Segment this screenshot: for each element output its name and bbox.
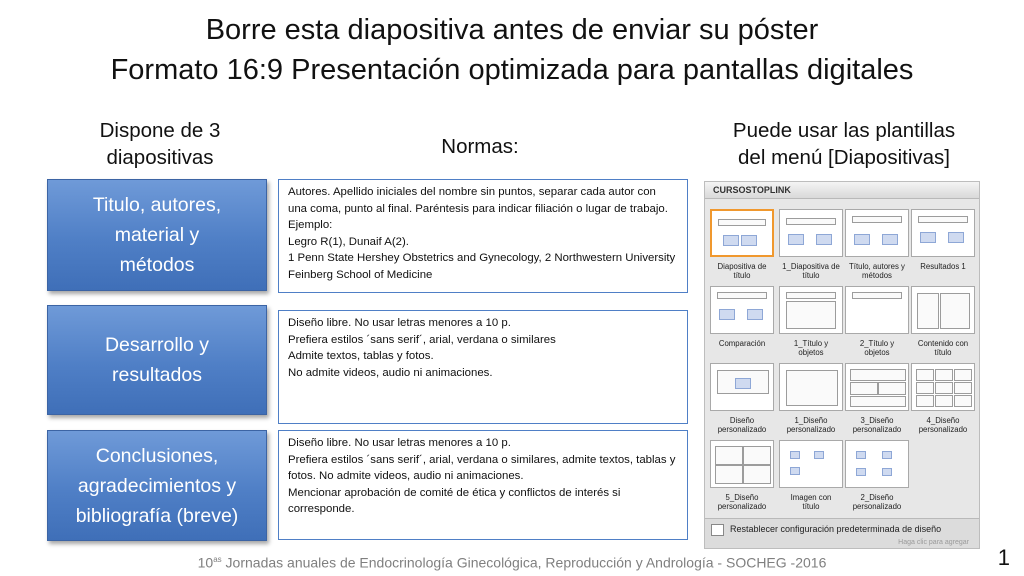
reset-layout-icon [711, 524, 724, 536]
slide-box-conclusions: Conclusiones, agradecimientos y bibliografía (breve) [47, 430, 267, 541]
layout-thumb-1-diapositiva-de-titulo[interactable] [779, 209, 843, 257]
layout-label-2: 1_Diapositiva de título [782, 262, 840, 280]
slide-box-development-results: Desarrollo y resultados [47, 305, 267, 415]
layout-thumb-titulo-autores-metodos[interactable] [845, 209, 909, 257]
reset-layout-button[interactable]: Restablecer configuración predeterminada de diseño [711, 523, 941, 536]
layout-label-5: Comparación [718, 339, 766, 348]
layout-menu-header: CURSOSTOPLINK [705, 182, 979, 199]
layout-label-12: 4_Diseño personalizado [918, 416, 968, 434]
rules-box-title-authors: Autores. Apellido iniciales del nombre sin puntos, separar cada autor con una coma, punto al final. Paréntesis para indicar filiación o lugar de trabajo. Ejemplo: Legro R(1), Dunaif A(2). 1 Penn State Hershey Obstetrics and Gynecology, 2 Northwestern University Feinberg School of Medicine [278, 179, 688, 293]
slide-box-title-authors: Titulo, autores, material y métodos [47, 179, 267, 291]
layout-menu-panel [704, 181, 980, 549]
rules-box-development-results: Diseño libre. No usar letras menores a 10 p. Prefiera estilos ´sans serif´, arial, verdana o similares Admite textos, tablas y fotos. No admite videos, audio ni animaciones. [278, 310, 688, 424]
heading-templates: Puede usar las plantillas del menú [Diapositivas] [732, 119, 956, 169]
layout-label-1: Diapositiva de título [717, 262, 767, 280]
layout-thumb-2-diseno-personalizado[interactable] [845, 440, 909, 488]
layout-thumb-diapositiva-de-titulo[interactable] [710, 209, 774, 257]
layout-label-6: 1_Título y objetos [793, 339, 829, 357]
rules-box-conclusions: Diseño libre. No usar letras menores a 10 p. Prefiera estilos ´sans serif´, arial, verdana o similares, admite textos, tablas y fotos. No admite videos, audio ni animaciones. Mencionar aprobación de comité de ética y conflictos de interés si corresponde. [278, 430, 688, 540]
layout-thumb-1-diseno-personalizado[interactable] [779, 363, 843, 411]
layout-thumb-4-diseno-personalizado[interactable] [911, 363, 975, 411]
layout-thumb-2-titulo-y-objetos[interactable] [845, 286, 909, 334]
layout-menu-footer [705, 518, 979, 548]
layout-label-13: 5_Diseño personalizado [717, 493, 767, 511]
slide-title-line-1: Borre esta diapositiva antes de enviar su póster [205, 14, 819, 46]
footer-event: $10^{as}$ Jornadas anuales de Endocrinología Ginecológica, Reproducción y Andrología - SOCHEG -2016 [197, 554, 827, 571]
layout-thumb-3-diseno-personalizado[interactable] [845, 363, 909, 411]
heading-rules: Normas: [441, 135, 519, 158]
heading-slides-count: Dispone de 3 diapositivas [99, 119, 221, 169]
layout-label-11: 3_Diseño personalizado [852, 416, 902, 434]
layout-thumb-contenido-con-titulo[interactable] [911, 286, 975, 334]
layout-label-10: 1_Diseño personalizado [786, 416, 836, 434]
layout-thumb-1-titulo-y-objetos[interactable] [779, 286, 843, 334]
layout-thumb-imagen-con-titulo[interactable] [779, 440, 843, 488]
slide-title-line-2: Formato 16:9 Presentación optimizada para pantallas digitales [110, 54, 914, 86]
layout-thumb-diseno-personalizado[interactable] [710, 363, 774, 411]
layout-thumb-comparacion[interactable] [710, 286, 774, 334]
layout-thumb-5-diseno-personalizado[interactable] [710, 440, 774, 488]
page-number: 1 [997, 545, 1010, 570]
layout-label-3: Título, autores y métodos [849, 262, 905, 280]
add-hint: Haga clic para agregar [898, 539, 969, 546]
layout-label-4: Resultados 1 [920, 262, 966, 271]
layout-label-8: Contenido con título [917, 339, 969, 357]
layout-label-14: Imagen con título [790, 493, 832, 511]
layout-thumb-resultados-1[interactable] [911, 209, 975, 257]
layout-label-9: Diseño personalizado [717, 416, 767, 434]
layout-label-7: 2_Título y objetos [859, 339, 895, 357]
layout-label-15: 2_Diseño personalizado [852, 493, 902, 511]
